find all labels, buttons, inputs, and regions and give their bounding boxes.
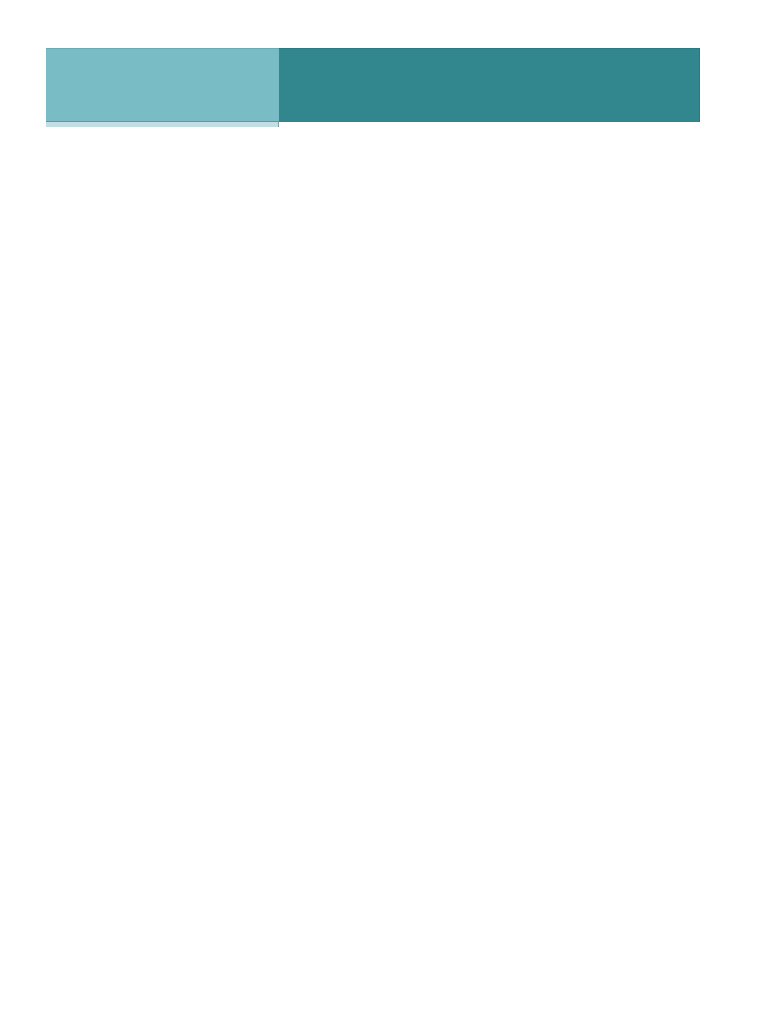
header-grade1 <box>590 48 700 122</box>
header-grade4 <box>487 48 590 122</box>
table-top-section <box>46 122 700 127</box>
header-spacer <box>46 122 700 127</box>
results-sheet <box>46 48 700 122</box>
table-header <box>46 48 700 122</box>
header-grade7 <box>382 48 487 122</box>
header-subject-group <box>46 48 279 122</box>
header-candidates <box>279 48 382 122</box>
